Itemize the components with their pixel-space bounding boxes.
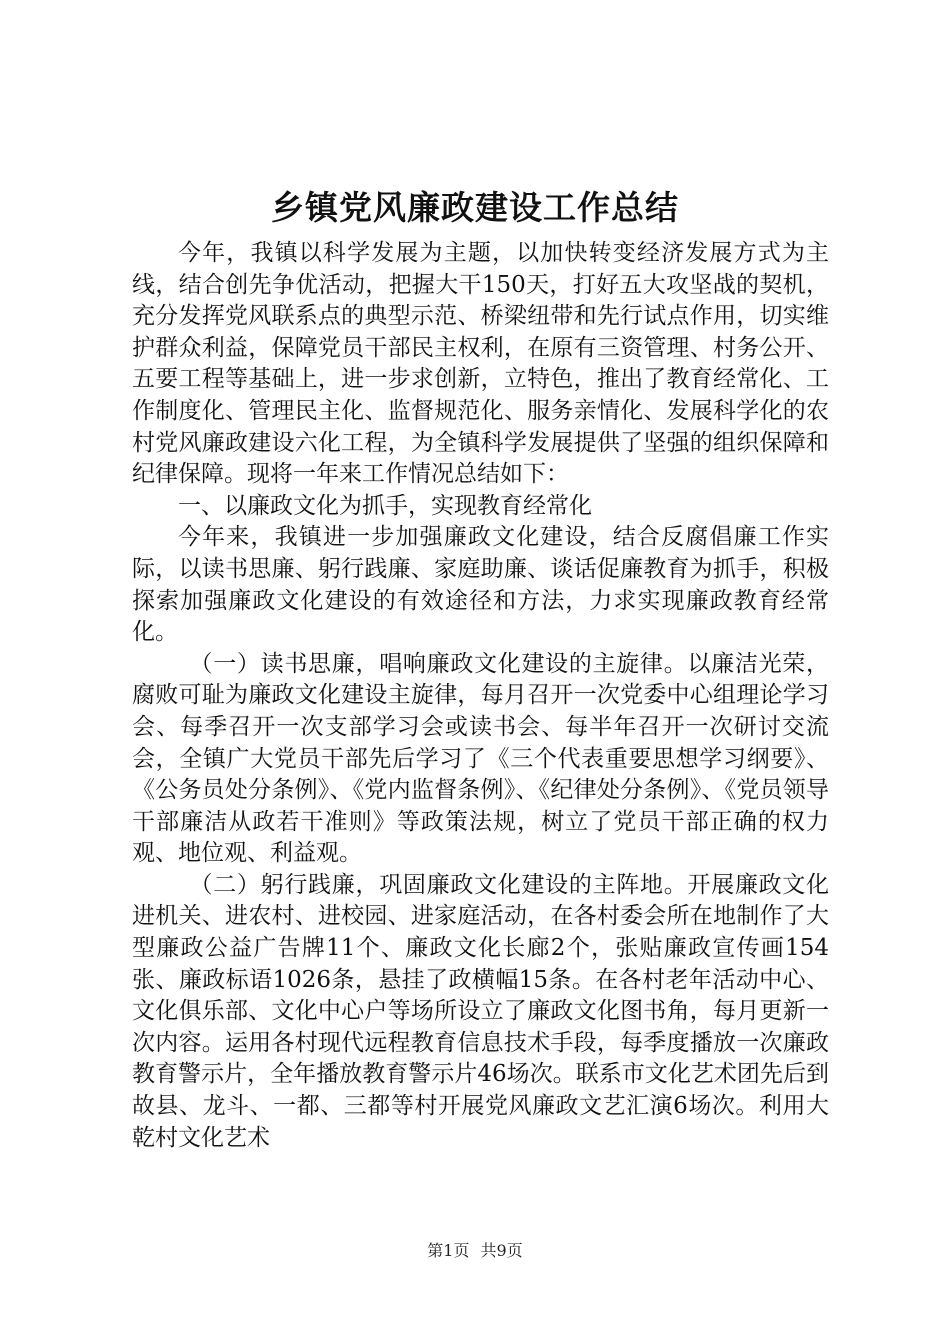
paragraph-section-1-intro: 今年来，我镇进一步加强廉政文化建设，结合反腐倡廉工作实际，以读书思廉、躬行践廉、家庭助廉、谈话促廉教育为抓手，积极探索加强廉政文化建设的有效途径和方法，力求实现廉政教育经常化。 [132,524,829,646]
paragraph-subsection-1: （一）读书思廉，唱响廉政文化建设的主旋律。以廉洁光荣，腐败可耻为廉政文化建设主旋律，每月召开一次党委中心组理论学习会、每季召开一次支部学习会或读书会、每半年召开一次研讨交流会，全镇广大党员干部先后学习了《三个代表重要思想学习纲要》、《公务员处分条例》、《党内监督条例》、《纪律处分条例》、《党员领导干部廉洁从政若干准则》等政策法规，树立了党员干部正确的权力观、地位观、利益观。 [132,650,829,867]
paragraph-intro: 今年，我镇以科学发展为主题，以加快转变经济发展方式为主线，结合创先争优活动，把握大干150天，打好五大攻坚战的契机，充分发挥党风联系点的典型示范、桥梁纽带和先行试点作用，切实维护群众利益，保障党员干部民主权利，在原有三资管理、村务公开、五要工程等基础上，进一步求创新，立特色，推出了教育经常化、工作制度化、管理民主化、监督规范化、服务亲情化、发展科学化的农村党风廉政建设六化工程，为全镇科学发展提供了坚强的组织保障和纪律保障。现将一年来工作情况总结如下： [132,240,829,488]
page-total: 共9页 [480,1241,523,1260]
paragraph-subsection-2: （二）躬行践廉，巩固廉政文化建设的主阵地。开展廉政文化进机关、进农村、进校园、进家庭活动，在各村委会所在地制作了大型廉政公益广告牌11个、廉政文化长廊2个，张贴廉政宣传画154张、廉政标语1026条，悬挂了政横幅15条。在各村老年活动中心、文化俱乐部、文化中心户等场所设立了廉政文化图书角，每月更新一次内容。运用各村现代远程教育信息技术手段，每季度播放一次廉政教育警示片，全年播放教育警示片46场次。联系市文化艺术团先后到故县、龙斗、一都、三都等村开展党风廉政文艺汇演6场次。利用大乾村文化艺术 [132,871,829,1151]
page-number: 第1页 [427,1241,470,1260]
document-body [132,238,829,1154]
page-footer [0,1240,950,1262]
section-heading-1: 一、以廉政文化为抓手，实现教育经常化 [178,492,592,519]
document-title: 乡镇党风廉政建设工作总结 [271,188,679,227]
